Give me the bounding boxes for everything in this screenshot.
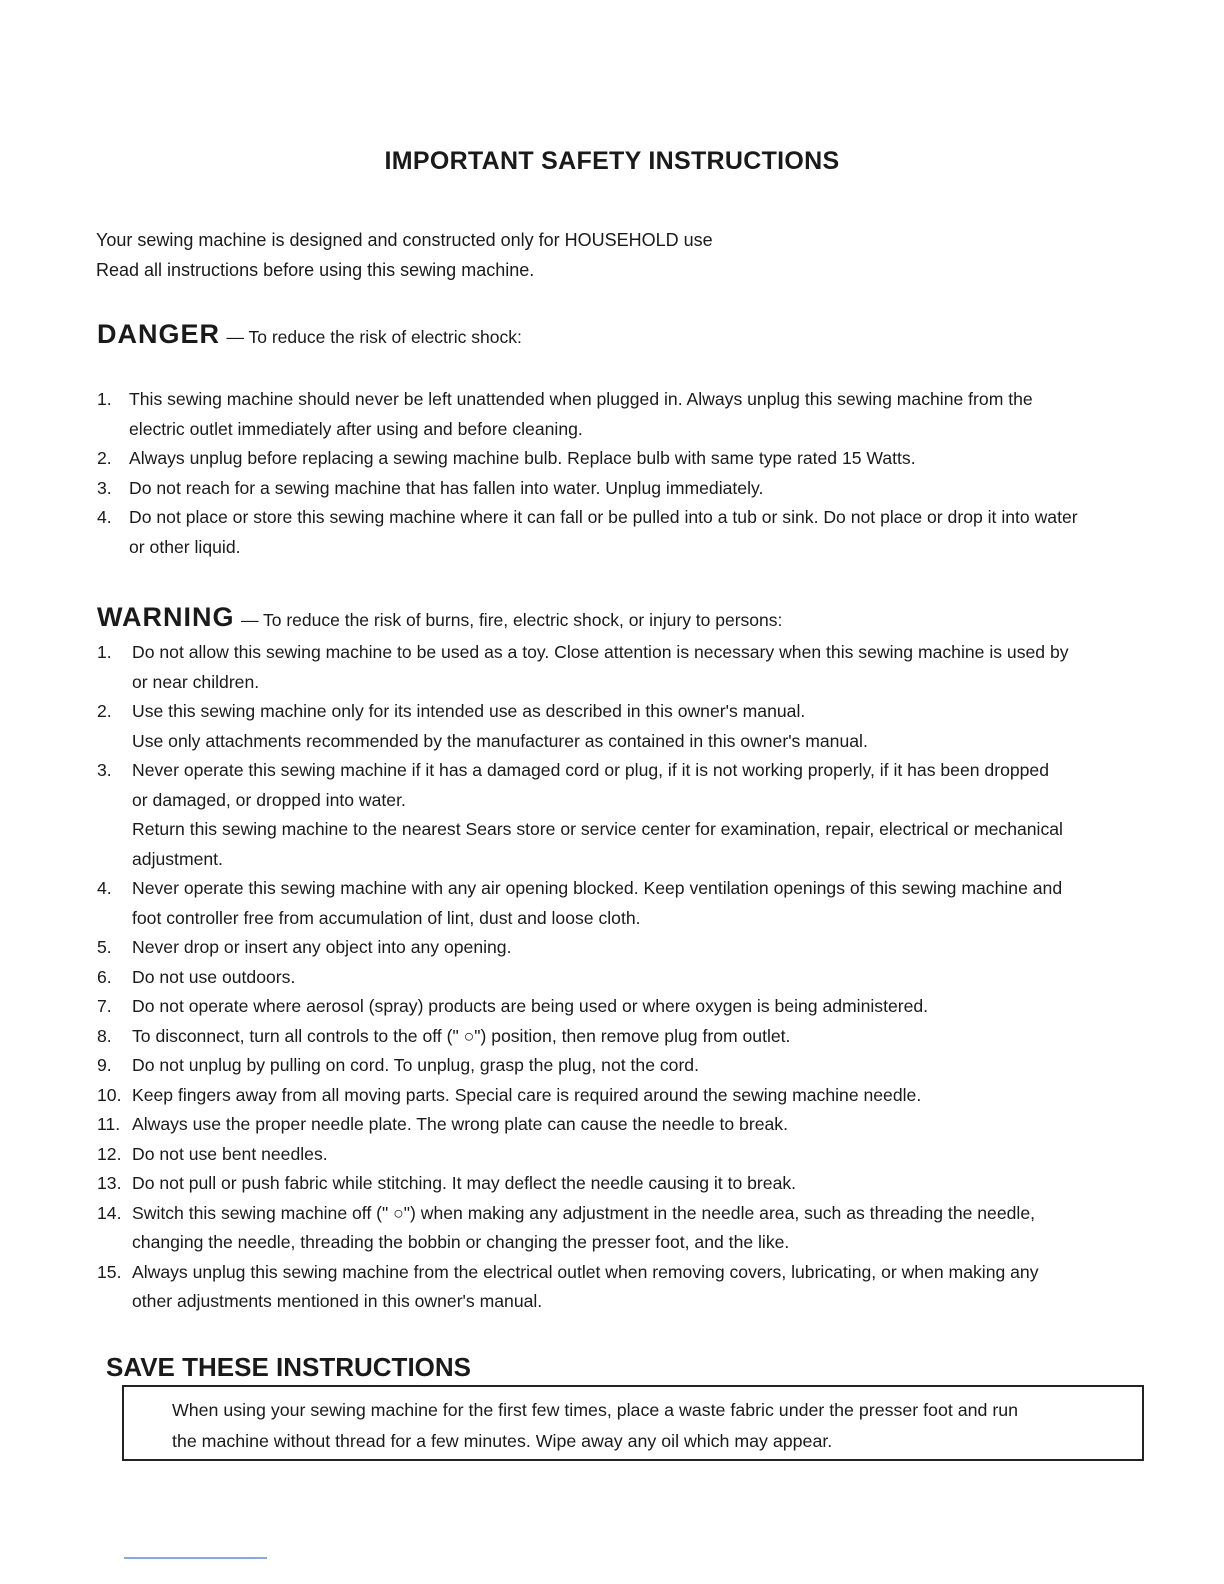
item-number: 2. bbox=[97, 448, 112, 468]
warning-heading bbox=[97, 602, 782, 633]
item-text bbox=[132, 1199, 1162, 1258]
item-text bbox=[132, 992, 1162, 1022]
item-text bbox=[132, 1169, 1162, 1199]
danger-heading bbox=[97, 319, 522, 350]
item-number: 7. bbox=[97, 996, 112, 1016]
warning-list bbox=[97, 638, 1162, 1317]
item-text bbox=[132, 933, 1162, 963]
item-text bbox=[132, 756, 1162, 874]
item-line: Do not use bent needles. bbox=[132, 1143, 328, 1164]
warning-item bbox=[97, 963, 1162, 993]
item-number: 10. bbox=[97, 1084, 122, 1105]
item-number: 12. bbox=[97, 1143, 122, 1164]
item-number: 9. bbox=[97, 1055, 112, 1075]
item-line: Do not unplug by pulling on cord. To unplug, grasp the plug, not the cord. bbox=[132, 1055, 699, 1075]
item-number: 1. bbox=[97, 389, 112, 409]
footer-rule bbox=[124, 1557, 267, 1559]
item-line: adjustment. bbox=[132, 848, 223, 869]
intro-line: Your sewing machine is designed and constructed only for HOUSEHOLD use bbox=[96, 230, 713, 250]
intro-line: Read all instructions before using this sewing machine. bbox=[96, 260, 535, 280]
item-line: other adjustments mentioned in this owner's manual. bbox=[132, 1291, 543, 1311]
item-line: Do not pull or push fabric while stitching. It may deflect the needle causing it to break. bbox=[132, 1173, 797, 1193]
save-heading: SAVE THESE INSTRUCTIONS bbox=[106, 1352, 472, 1382]
danger-subtitle: — To reduce the risk of electric shock: bbox=[226, 327, 522, 347]
warning-item bbox=[97, 756, 1162, 874]
warning-item bbox=[97, 1199, 1162, 1258]
save-note-line: the machine without thread for a few minutes. Wipe away any oil which may appear. bbox=[172, 1431, 833, 1451]
danger-item bbox=[97, 503, 1162, 562]
item-line: Use only attachments recommended by the manufacturer as contained in this owner's manual. bbox=[132, 730, 868, 751]
item-line: electric outlet immediately after using and before cleaning. bbox=[129, 418, 583, 439]
item-line: or damaged, or dropped into water. bbox=[132, 789, 406, 810]
item-text bbox=[132, 697, 1162, 756]
item-number: 2. bbox=[97, 701, 112, 721]
warning-item bbox=[97, 1140, 1162, 1170]
warning-item bbox=[97, 1022, 1162, 1052]
item-line: Do not operate where aerosol (spray) products are being used or where oxygen is being administered. bbox=[132, 996, 929, 1016]
item-text bbox=[132, 874, 1162, 933]
item-line: Never operate this sewing machine with any air opening blocked. Keep ventilation openings of this sewing machine and bbox=[132, 878, 1063, 898]
save-note-line: When using your sewing machine for the first few times, place a waste fabric under the presser foot and run bbox=[172, 1400, 1019, 1420]
danger-item bbox=[97, 474, 1162, 504]
item-line: Always unplug before replacing a sewing machine bulb. Replace bulb with same type rated 15 Watts. bbox=[129, 448, 916, 468]
item-text bbox=[132, 1140, 1162, 1170]
item-line: Never drop or insert any object into any opening. bbox=[132, 937, 512, 957]
item-text bbox=[132, 963, 1162, 993]
item-number: 1. bbox=[97, 642, 112, 662]
item-text bbox=[132, 1081, 1162, 1111]
item-line: Do not place or store this sewing machine where it can fall or be pulled into a tub or sink. Do not place or drop it into water bbox=[129, 507, 1078, 527]
item-number: 3. bbox=[97, 760, 112, 780]
item-text bbox=[132, 1051, 1162, 1081]
item-line: foot controller free from accumulation of lint, dust and loose cloth. bbox=[132, 907, 641, 928]
warning-label: WARNING bbox=[97, 602, 235, 632]
item-number: 11. bbox=[97, 1114, 121, 1134]
item-line: Do not allow this sewing machine to be used as a toy. Close attention is necessary when this sewing machine is used by bbox=[132, 642, 1069, 662]
warning-item bbox=[97, 1258, 1162, 1317]
item-line: To disconnect, turn all controls to the off (" ○") position, then remove plug from outlet. bbox=[132, 1025, 791, 1046]
page-title: IMPORTANT SAFETY INSTRUCTIONS bbox=[384, 147, 840, 175]
danger-item bbox=[97, 444, 1162, 474]
item-line: Do not use outdoors. bbox=[132, 966, 296, 987]
item-line: changing the needle, threading the bobbin or changing the presser foot, and the like. bbox=[132, 1232, 790, 1252]
warning-item bbox=[97, 1081, 1162, 1111]
warning-item bbox=[97, 1110, 1162, 1140]
warning-subtitle: — To reduce the risk of burns, fire, electric shock, or injury to persons: bbox=[240, 610, 783, 630]
item-line: Always use the proper needle plate. The wrong plate can cause the needle to break. bbox=[132, 1114, 788, 1134]
danger-item bbox=[97, 385, 1162, 444]
item-text bbox=[132, 1258, 1162, 1317]
item-number: 4. bbox=[97, 507, 112, 527]
warning-item bbox=[97, 874, 1162, 933]
warning-item bbox=[97, 638, 1162, 697]
item-line: This sewing machine should never be left unattended when plugged in. Always unplug this sewing machine from the bbox=[129, 389, 1033, 409]
item-number: 6. bbox=[97, 966, 112, 987]
item-number: 14. bbox=[97, 1202, 122, 1223]
item-number: 13. bbox=[97, 1173, 122, 1193]
item-number: 8. bbox=[97, 1025, 112, 1046]
item-text bbox=[132, 1110, 1162, 1140]
warning-item bbox=[97, 1169, 1162, 1199]
item-line: Always unplug this sewing machine from the electrical outlet when removing covers, lubricating, or when making any bbox=[132, 1261, 1039, 1282]
item-line: Use this sewing machine only for its intended use as described in this owner's manual. bbox=[132, 701, 806, 721]
warning-item bbox=[97, 697, 1162, 756]
item-text bbox=[132, 1022, 1162, 1052]
item-number: 3. bbox=[97, 477, 112, 498]
item-text bbox=[129, 444, 1162, 474]
danger-list bbox=[97, 385, 1162, 562]
item-line: Switch this sewing machine off (" ○") when making any adjustment in the needle area, such as threading the needle, bbox=[132, 1202, 1035, 1223]
item-line: Do not reach for a sewing machine that has fallen into water. Unplug immediately. bbox=[129, 477, 764, 498]
item-line: or other liquid. bbox=[129, 536, 241, 557]
item-text bbox=[132, 638, 1162, 697]
item-number: 15. bbox=[97, 1261, 122, 1282]
item-text bbox=[129, 503, 1162, 562]
item-number: 5. bbox=[97, 937, 112, 957]
intro bbox=[96, 225, 713, 285]
warning-item bbox=[97, 992, 1162, 1022]
item-text bbox=[129, 474, 1162, 504]
save-note-box bbox=[122, 1385, 1144, 1461]
item-text bbox=[129, 385, 1162, 444]
item-line: or near children. bbox=[132, 671, 260, 692]
warning-item bbox=[97, 933, 1162, 963]
item-line: Keep fingers away from all moving parts. Special care is required around the sewing machine needle. bbox=[132, 1084, 922, 1105]
item-number: 4. bbox=[97, 878, 112, 898]
warning-item bbox=[97, 1051, 1162, 1081]
item-line: Return this sewing machine to the nearest Sears store or service center for examination, repair, electrical or mechanical bbox=[132, 819, 1063, 839]
danger-label: DANGER bbox=[97, 319, 221, 349]
item-line: Never operate this sewing machine if it has a damaged cord or plug, if it is not working properly, if it has been dropped bbox=[132, 760, 1049, 780]
